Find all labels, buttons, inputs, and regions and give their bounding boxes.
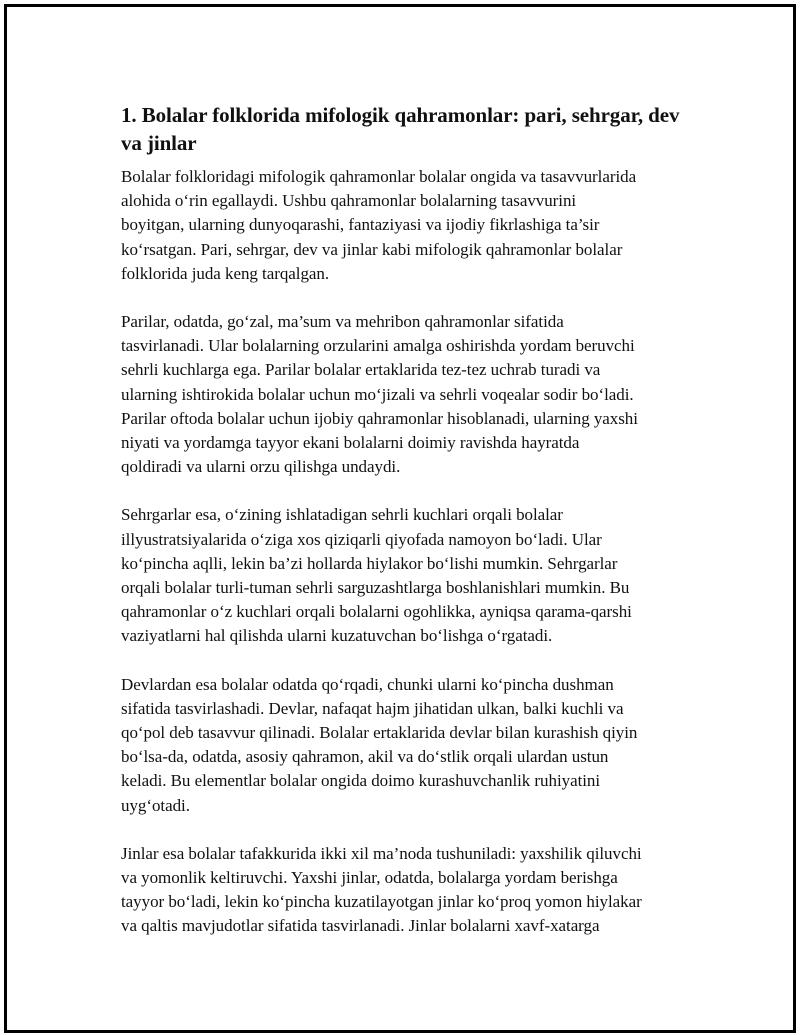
text-line: va qaltis mavjudotlar sifatida tasvirlanadi. Jinlar bolalarni xavf-xatarga <box>121 916 600 936</box>
text-line: ko‘pincha aqlli, lekin ba’zi hollarda hiylakor bo‘lishi mumkin. Sehrgarlar <box>121 553 618 573</box>
text-line: Bolalar folkloridagi mifologik qahramonlar bolalar ongida va tasavvurlarida <box>121 167 637 186</box>
text-line: va yomonlik keltiruvchi. Yaxshi jinlar, odatda, bolalarga yordam berishga <box>121 868 618 888</box>
text-line: Sehrgarlar esa, o‘zining ishlatadigan sehrli kuchlari orqali bolalar <box>121 505 563 525</box>
text-line: bo‘lsa-da, odatda, asosiy qahramon, akil va do‘stlik orqali ulardan ustun <box>121 747 609 767</box>
paragraph-intro <box>121 165 696 286</box>
document-body <box>121 101 696 963</box>
text-line: vaziyatlarni hal qilishda ularni kuzatuvchan bo‘lishga o‘rgatadi. <box>121 626 553 646</box>
text-line: Parilar oftoda bolalar uchun ijobiy qahramonlar hisoblanadi, ularning yaxshi <box>121 408 638 428</box>
text-line: ko‘rsatgan. Pari, sehrgar, dev va jinlar kabi mifologik qahramonlar bolalar <box>121 239 623 259</box>
text-line: keladi. Bu elementlar bolalar ongida doimo kurashuvchanlik ruhiyatini <box>121 771 601 791</box>
text-line: niyati va yordamga tayyor ekani bolalarni doimiy ravishda hayratda <box>121 433 580 453</box>
text-line: ularning ishtirokida bolalar uchun mo‘jizali va sehrli voqealar sodir bo‘ladi. <box>121 384 634 404</box>
heading-line: 1. Bolalar folklorida mifologik qahramonlar: pari, sehrgar, dev <box>121 103 680 127</box>
text-line: sifatida tasvirlashadi. Devlar, nafaqat hajm jihatidan ulkan, balki kuchli va <box>121 698 624 718</box>
paragraph-devlar <box>121 673 696 818</box>
text-line: alohida o‘rin egallaydi. Ushbu qahramonlar bolalarning tasavvurini <box>121 191 577 211</box>
paragraph-jinlar <box>121 842 696 939</box>
text-line: boyitgan, ularning dunyoqarashi, fantaziyasi va ijodiy fikrlashiga ta’sir <box>121 215 600 235</box>
section-heading <box>121 101 696 157</box>
paragraph-parilar <box>121 310 696 479</box>
text-line: uyg‘otadi. <box>121 795 190 815</box>
text-line: tasvirlanadi. Ular bolalarning orzularini amalga oshirishda yordam beruvchi <box>121 336 635 356</box>
text-line: tayyor bo‘ladi, lekin ko‘pincha kuzatilayotgan jinlar ko‘proq yomon hiylakar <box>121 892 642 912</box>
text-line: illyustratsiyalarida o‘ziga xos qiziqarli qiyofada namoyon bo‘ladi. Ular <box>121 529 602 549</box>
text-line: Devlardan esa bolalar odatda qo‘rqadi, chunki ularni ko‘pincha dushman <box>121 674 614 694</box>
text-line: folklorida juda keng tarqalgan. <box>121 263 330 283</box>
text-line: qahramonlar o‘z kuchlari orqali bolalarni ogohlikka, ayniqsa qarama-qarshi <box>121 602 632 622</box>
page-frame <box>4 4 796 1033</box>
text-line: qo‘pol deb tasavvur qilinadi. Bolalar ertaklarida devlar bilan kurashish qiyin <box>121 723 638 743</box>
text-line: Jinlar esa bolalar tafakkurida ikki xil ma’noda tushuniladi: yaxshilik qiluvchi <box>121 843 642 863</box>
text-line: orqali bolalar turli-tuman sehrli sarguzashtlarga boshlanishlari mumkin. Bu <box>121 578 630 598</box>
heading-line: va jinlar <box>121 131 197 155</box>
text-line: sehrli kuchlarga ega. Parilar bolalar ertaklarida tez-tez uchrab turadi va <box>121 360 601 380</box>
paragraph-sehrgarlar <box>121 503 696 648</box>
text-line: Parilar, odatda, go‘zal, ma’sum va mehribon qahramonlar sifatida <box>121 312 564 332</box>
text-line: qoldiradi va ularni orzu qilishga undaydi. <box>121 457 401 477</box>
